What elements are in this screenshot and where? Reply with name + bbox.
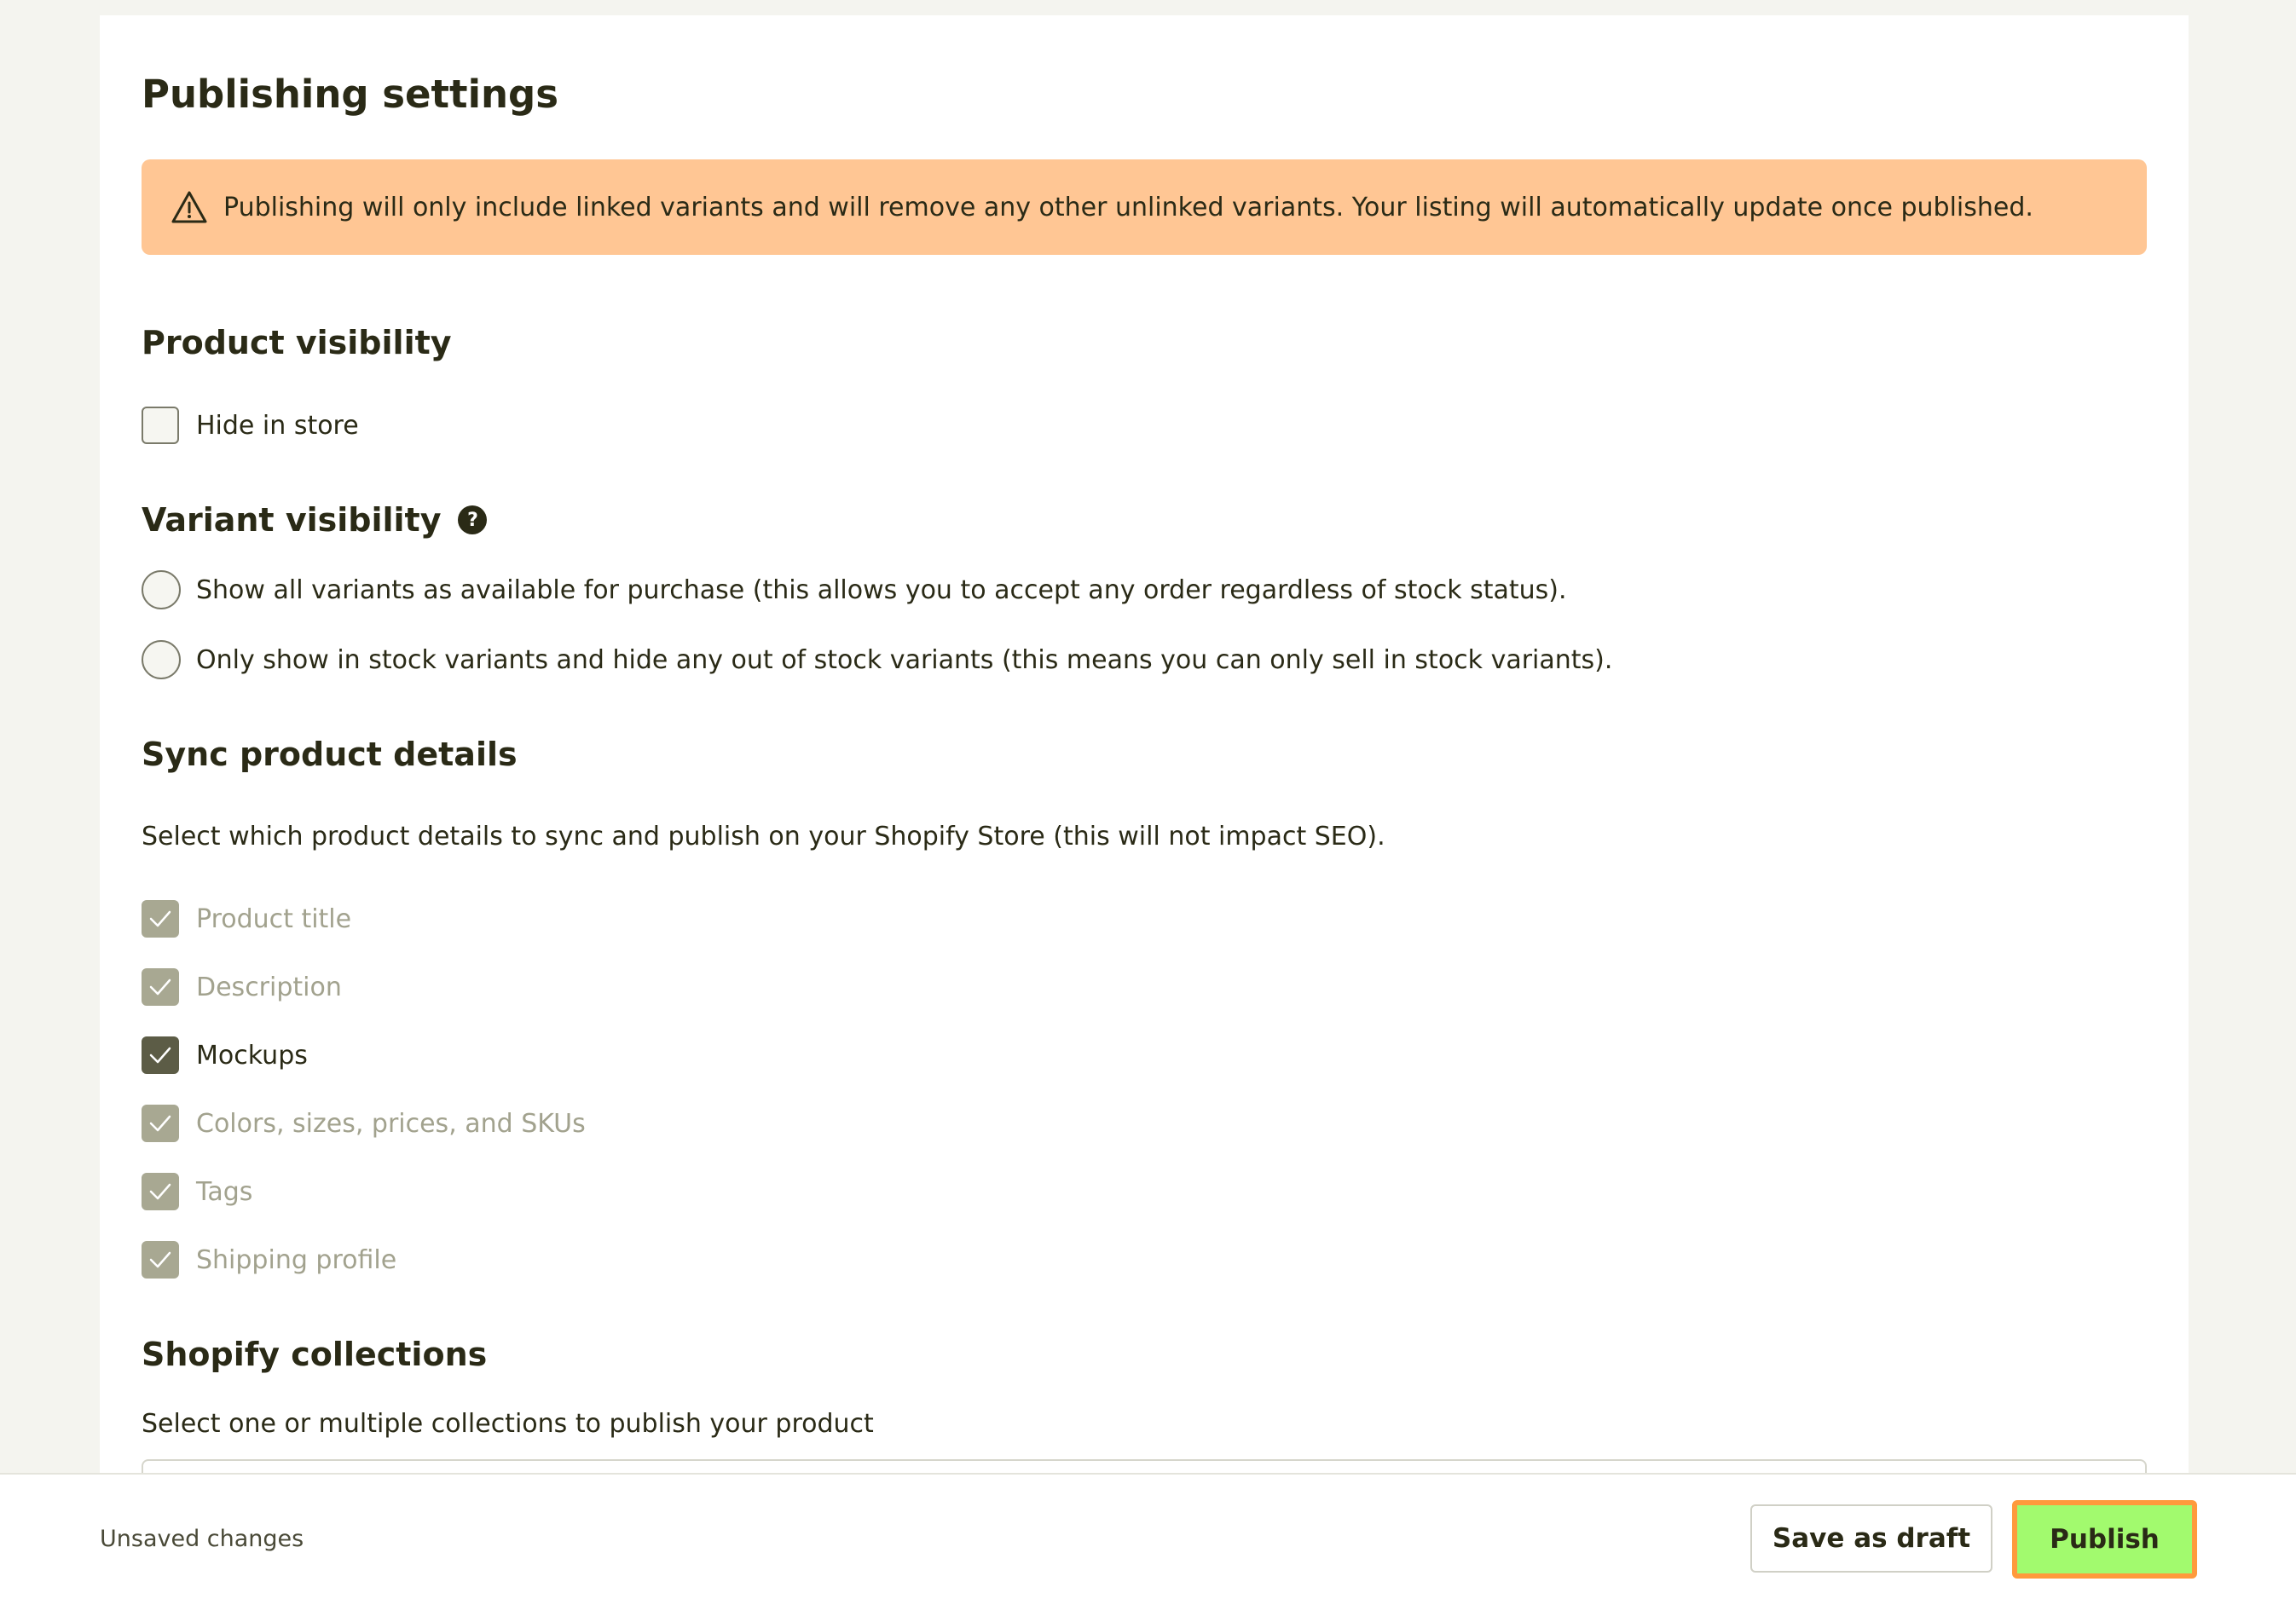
variant-option-all-label: Show all variants as available for purchase (this allows you to accept any order regardless of stock status). [196,574,1567,605]
question-circle-icon[interactable]: ? [458,505,487,534]
sync-item-tags [142,1173,252,1210]
variant-option-in-stock-label: Only show in stock variants and hide any out of stock variants (this means you can only sell in stock variants). [196,644,1613,675]
sync-details-description: Select which product details to sync and publish on your Shopify Store (this will not impact SEO). [142,822,1385,851]
hide-in-store-label: Hide in store [196,410,359,441]
unsaved-changes-status: Unsaved changes [100,1526,304,1552]
variant-visibility-label: Variant visibility [142,501,442,539]
mockups-label: Mockups [196,1040,308,1071]
footer-bar [0,1473,2296,1599]
colors-sizes-label: Colors, sizes, prices, and SKUs [196,1108,586,1139]
sync-details-title: Sync product details [142,736,518,773]
hide-in-store-checkbox-row[interactable] [142,407,359,444]
sync-item-description [142,968,342,1006]
variant-visibility-title [142,501,487,539]
tags-label: Tags [196,1176,253,1207]
sync-item-colors-sizes [142,1105,586,1142]
checkmark-icon [147,1042,173,1068]
description-checkbox [142,968,179,1006]
checkmark-icon [147,1179,173,1204]
save-as-draft-button[interactable]: Save as draft [1750,1504,1992,1573]
variant-option-in-stock[interactable] [142,640,1612,679]
product-visibility-title: Product visibility [142,324,452,361]
checkmark-icon [147,1111,173,1136]
warning-triangle-icon [171,190,208,224]
shipping-profile-checkbox [142,1241,179,1279]
shipping-profile-label: Shipping profile [196,1244,397,1275]
variant-option-all[interactable] [142,570,1567,609]
shopify-collections-title: Shopify collections [142,1336,488,1373]
publishing-settings-card [100,15,2189,1473]
sync-item-mockups[interactable] [142,1036,308,1074]
publish-button[interactable]: Publish [2017,1505,2192,1573]
product-title-label: Product title [196,903,352,934]
mockups-checkbox[interactable] [142,1036,179,1074]
warning-alert [142,159,2147,255]
checkmark-icon [147,906,173,932]
colors-sizes-checkbox [142,1105,179,1142]
checkmark-icon [147,1247,173,1273]
page-title: Publishing settings [142,72,559,117]
sync-item-product-title [142,900,351,938]
checkmark-icon [147,974,173,1000]
hide-in-store-checkbox[interactable] [142,407,179,444]
description-label: Description [196,972,342,1002]
product-title-checkbox [142,900,179,938]
variant-option-all-radio[interactable] [142,570,181,609]
sync-item-shipping-profile [142,1241,396,1279]
tags-checkbox [142,1173,179,1210]
publish-button-highlight [2012,1500,2197,1579]
collections-description: Select one or multiple collections to publish your product [142,1409,874,1439]
variant-option-in-stock-radio[interactable] [142,640,181,679]
alert-text: Publishing will only include linked variants and will remove any other unlinked variants. Your listing will automatically update once published. [223,192,2033,222]
